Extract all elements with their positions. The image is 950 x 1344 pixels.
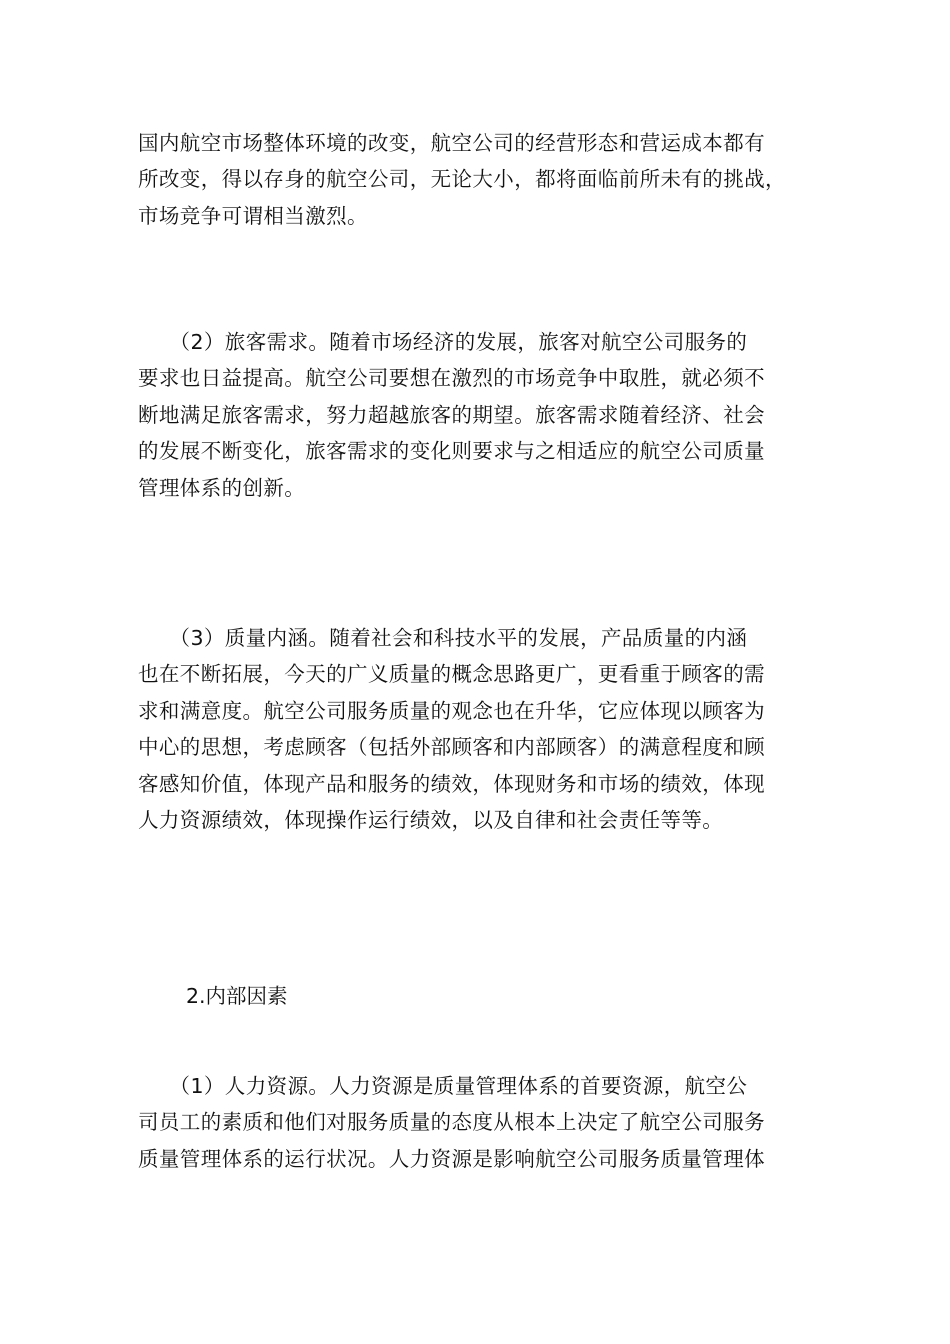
paragraph-passenger-demand: [138, 324, 828, 506]
text-line: 要求也日益提高。航空公司要想在激烈的市场竞争中取胜，就必须不: [138, 366, 765, 391]
text-line: 求和满意度。航空公司服务质量的观念也在升华，它应体现以顾客为: [138, 698, 765, 723]
text-line: 国内航空市场整体环境的改变，航空公司的经营形态和营运成本都有: [138, 131, 765, 155]
paragraph-market-environment: [138, 125, 828, 234]
text-line: 质量管理体系的运行状况。人力资源是影响航空公司服务质量管理体: [138, 1146, 765, 1171]
text-line: 市场竞争可谓相当激烈。: [138, 203, 368, 228]
text-line: 客感知价值，体现产品和服务的绩效，体现财务和市场的绩效，体现: [138, 771, 765, 796]
section-heading-internal-factors: 2.内部因素: [186, 984, 288, 1008]
text-line: 管理体系的创新。: [138, 475, 306, 500]
text-line: 的发展不断变化，旅客需求的变化则要求与之相适应的航空公司质量: [138, 439, 765, 464]
paragraph-quality-connotation: [138, 620, 828, 838]
text-line: 中心的思想，考虑顾客（包括外部顾客和内部顾客）的满意程度和顾: [138, 735, 765, 760]
paragraph-human-resources: [138, 1068, 828, 1177]
text-line: （2）旅客需求。随着市场经济的发展，旅客对航空公司服务的: [138, 330, 748, 354]
text-line: （1）人力资源。人力资源是质量管理体系的首要资源，航空公: [138, 1074, 748, 1098]
text-line: 所改变，得以存身的航空公司，无论大小，都将面临前所未有的挑战，: [138, 167, 786, 192]
text-line: （3）质量内涵。随着社会和科技水平的发展，产品质量的内涵: [138, 626, 748, 650]
text-line: 断地满足旅客需求，努力超越旅客的期望。旅客需求随着经济、社会: [138, 402, 765, 427]
text-line: 司员工的素质和他们对服务质量的态度从根本上决定了航空公司服务: [138, 1110, 765, 1135]
text-line: 人力资源绩效，体现操作运行绩效，以及自律和社会责任等等。: [138, 808, 724, 833]
text-line: 也在不断拓展，今天的广义质量的概念思路更广，更看重于顾客的需: [138, 662, 765, 687]
